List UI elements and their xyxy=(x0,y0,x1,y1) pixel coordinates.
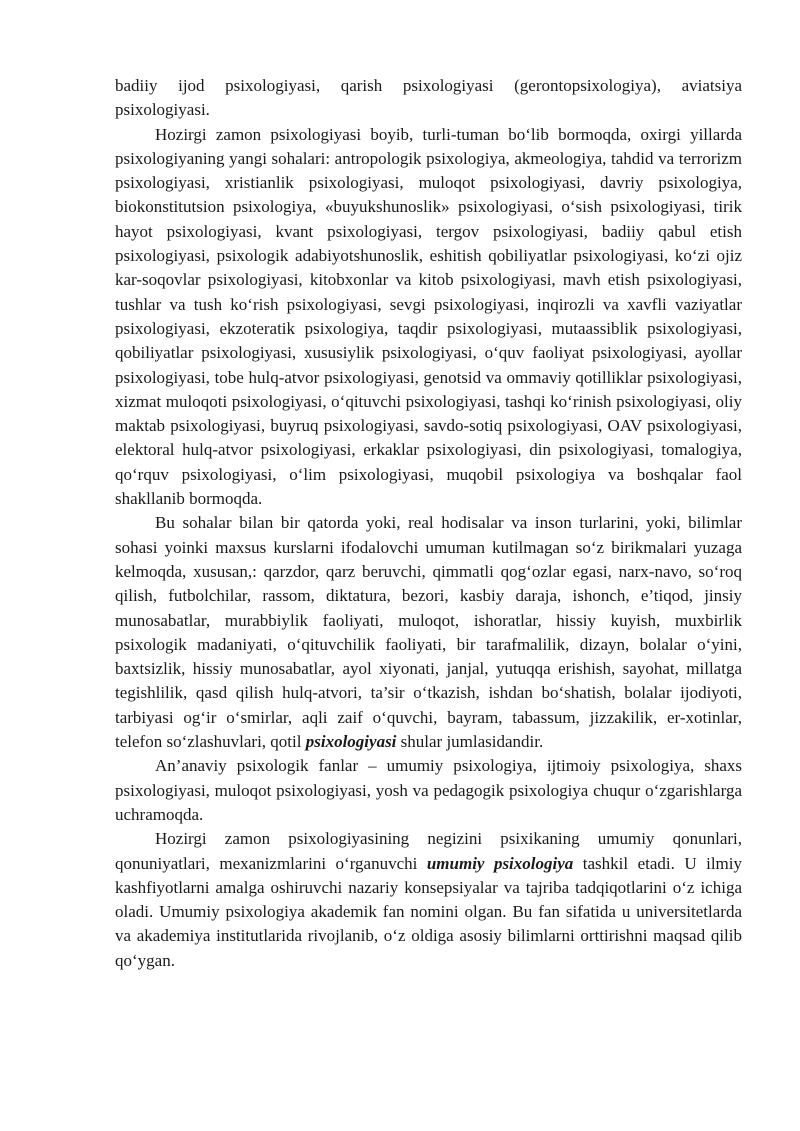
paragraph-text: shular jumlasidandir. xyxy=(396,732,544,752)
paragraph-traditional-fields xyxy=(115,754,742,827)
paragraph-text: Bu sohalar bilan bir qatorda yoki, real hodisalar va inson turlarini, yoki, bilimlar sohasi yoinki maxsus kurslarni ifodalovchi umuman kutilmagan so‘z birikmalari yuzaga kelmoqda, xususan,: qarzdor, qarz beruvchi, qimmatli qog‘ozlar egasi, narx-navo, so‘roq qilish, futbolchilar, rassom, diktatura, bezori, kasbiy daraja, ishonch, e’tiqod, jinsiy munosabatlar, murabbiylik faoliyati, muloqot, ishoratlar, hissiy kuyish, muxbirlik psixologik madaniyati, o‘qituvchilik faoliyati, bir tarafmalilik, dizayn, bolalar o‘yini, baxtsizlik, hissiy munosabatlar, ayol xiyonati, janjal, yutuqqa erishish, sayohat, millatga tegishlilik, qasd qilish hulq-atvori, ta’sir o‘tkazish, ishdan bo‘shatish, bolalar ijodiyoti, tarbiyasi og‘ir o‘smirlar, aqli zaif o‘quvchi, bayram, tabassum, jizzakilik, er-xotinlar, telefon so‘zlashuvlari, qotil xyxy=(115,513,742,752)
paragraph-text: tashkil etadi. U ilmiy kashfiyotlarni amalga oshiruvchi nazariy konsepsiyalar va tajriba tadqiqotlarini o‘z ichiga oladi. Umumiy psixologiya akademik fan nomini olgan. Bu fan sifatida u universitetlarda va akademiya institutlarida rivojlanib, o‘z oldiga asosiy bilimlarni orttirishni maqsad qilib qo‘ygan. xyxy=(115,853,742,970)
paragraph-word-combinations xyxy=(115,511,742,754)
emphasis-term: psixologiyasi xyxy=(305,732,397,752)
paragraph-text: Hozirgi zamon psixologiyasi boyib, turli-tuman bo‘lib bormoqda, oxirgi yillarda psixologiyaning yangi sohalari: antropologik psixologiya, akmeologiya, tahdid va terrorizm psixologiyasi, xristianlik psixologiyasi, muloqot psixologiyasi, davriy psixologiya, biokonstitutsion psixologiya, «buyukshunoslik» psixologiyasi, o‘sish psixologiyasi, tirik hayot psixologiyasi, kvant psixologiyasi, tergov psixologiyasi, badiiy qabul etish psixologiyasi, psixologik adabiyotshunoslik, eshitish qobiliyatlar psixologiyasi, ko‘zi ojiz kar-soqovlar psixologiyasi, kitobxonlar va kitob psixologiyasi, mavh etish psixologiyasi, tushlar va tush ko‘rish psixologiyasi, sevgi psixologiyasi, inqirozli va xavfli vaziyatlar psixologiyasi, ekzoteratik psixologiya, taqdir psixologiyasi, mutaassiblik psixologiyasi, qobiliyatlar psixologiyasi, xususiylik psixologiyasi, o‘quv faoliyat psixologiyasi, ayollar psixologiyasi, tobe hulq-atvor psixologiyasi, genotsid va ommaviy qotilliklar psixologiyasi, xizmat muloqoti psixologiyasi, o‘qituvchi psixologiyasi, tashqi ko‘rinish psixologiyasi, oliy maktab psixologiyasi, buyruq psixologiyasi, savdo-sotiq psixologiyasi, OAV psixologiyasi, elektoral hulq-atvor psixologiyasi, erkaklar psixologiyasi, din psixologiyasi, tomalogiya, qo‘rquv psixologiyasi, o‘lim psixologiyasi, muqobil psixologiya va boshqalar faol shakllanib bormoqda. xyxy=(115,124,742,509)
emphasis-term: umumiy psixologiya xyxy=(426,853,574,873)
paragraph-general-psychology xyxy=(115,827,742,973)
paragraph-text: An’anaviy psixologik fanlar – umumiy psixologiya, ijtimoiy psixologiya, shaxs psixologiyasi, muloqot psixologiyasi, yosh va pedagogik psixologiya chuqur o‘zgarishlarga uchramoqda. xyxy=(115,756,742,824)
paragraph-continuation xyxy=(115,74,742,123)
paragraph-text: Hozirgi zamon psixologiyasining negizini psixikaning umumiy qonunlari, qonuniyatlari, mexanizmlarini o‘rganuvchi xyxy=(115,829,742,873)
document-page xyxy=(115,74,742,973)
paragraph-text: badiiy ijod psixologiyasi, qarish psixologiyasi (gerontopsixologiya), aviatsiya psixologiyasi. xyxy=(115,76,742,120)
paragraph-new-fields xyxy=(115,123,742,512)
